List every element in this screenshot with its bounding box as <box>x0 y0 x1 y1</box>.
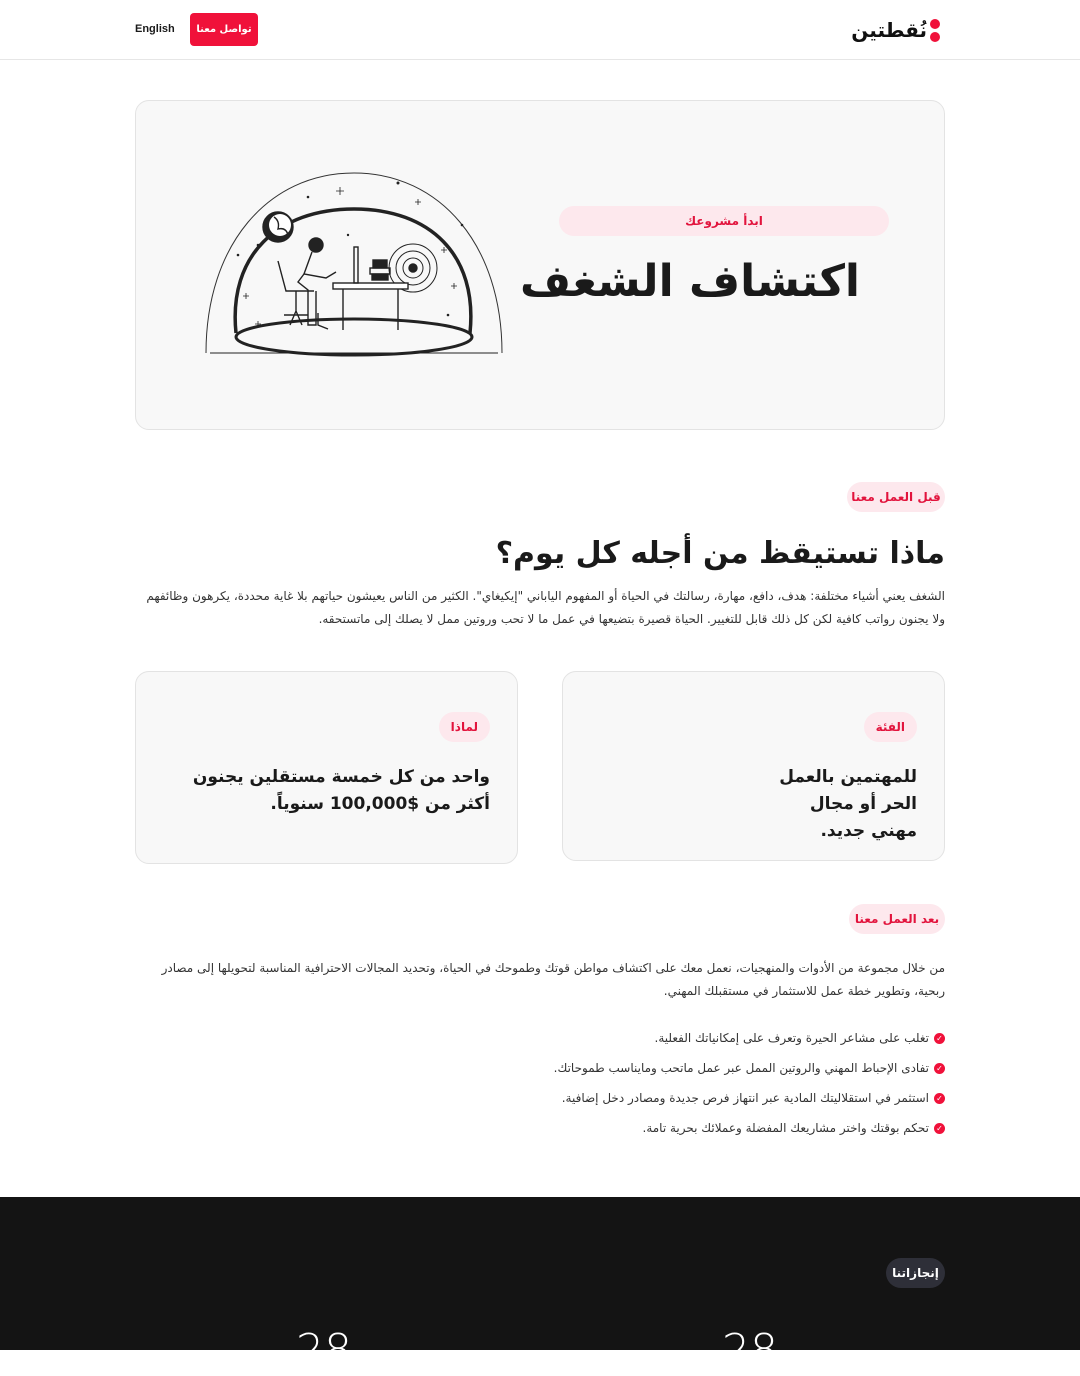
language-switch[interactable]: English <box>135 23 175 35</box>
after-tag: بعد العمل معنا <box>849 904 945 934</box>
logo-text: نُقطتين <box>851 18 927 42</box>
hero-title: اكتشاف الشغف <box>520 256 860 307</box>
achievement-stat: 28 <box>296 1325 352 1376</box>
before-paragraph: الشغف يعني أشياء مختلفة: هدف، دافع، مهارة، رسالتك في الحياة أو المفهوم الياباني "إيكيغاي". الكثير من الناس يعيشون حياتهم بلا غاية محددة، يكرهون وظائفهم ولا يجنون رواتب كافية لكن كل ذلك قابل للتغيير. الحياة قصيرة بتضيعها في عمل ما لا تحب وروتين ممل لا يصلك إلى ماتستحقه. <box>146 589 945 626</box>
check-icon: ✓ <box>934 1063 945 1074</box>
check-icon: ✓ <box>934 1093 945 1104</box>
achievements-section <box>0 1197 1080 1376</box>
list-item-text: تحكم بوقتك واختر مشاريعك المفضلة وعملائك بحرية تامة. <box>642 1121 929 1135</box>
list-item-text: تغلب على مشاعر الحيرة وتعرف على إمكانياتك الفعلية. <box>654 1031 929 1045</box>
logo[interactable] <box>851 15 940 45</box>
check-icon: ✓ <box>934 1033 945 1044</box>
hero-card <box>135 100 945 430</box>
hero-pill[interactable]: ابدأ مشروعك <box>559 206 889 236</box>
hero-illustration <box>198 165 510 365</box>
why-card-tag: لماذا <box>439 712 490 742</box>
logo-dots-icon <box>930 19 940 42</box>
why-card <box>135 671 518 864</box>
before-tag: قبل العمل معنا <box>847 482 945 512</box>
list-item <box>345 1113 945 1143</box>
audience-card <box>562 671 945 861</box>
achievement-stat: 28 <box>722 1325 778 1376</box>
audience-card-text: للمهتمين بالعمل الحر أو مجال مهني جديد. <box>779 767 917 841</box>
before-title: ماذا تستيقظ من أجله كل يوم؟ <box>495 536 945 571</box>
benefits-list <box>345 1023 945 1143</box>
achievements-tag: إنجازاتنا <box>886 1258 945 1288</box>
after-paragraph: من خلال مجموعة من الأدوات والمنهجيات، نعمل معك على اكتشاف مواطن قوتك وطموحك في الحياة، وتحديد المجالات الاحترافية المناسبة لتحويلها إلى مصادر ربحية، وتطوير خطة عمل للاستثمار في مستقبلك المهني. <box>161 961 945 998</box>
site-header <box>0 0 1080 60</box>
why-card-text: واحد من كل خمسة مستقلين يجنون أكثر من $100,000 سنوياً. <box>192 767 490 814</box>
list-item-text: تفادى الإحباط المهني والروتين الممل عبر عمل ماتحب ومايناسب طموحاتك. <box>553 1061 929 1075</box>
list-item <box>345 1083 945 1113</box>
audience-card-tag: الفئة <box>864 712 917 742</box>
list-item-text: استثمر في استقلاليتك المادية عبر انتهاز فرص جديدة ومصادر دخل إضافية. <box>561 1091 929 1105</box>
check-icon: ✓ <box>934 1123 945 1134</box>
contact-button[interactable]: تواصل معنا <box>190 13 258 46</box>
list-item <box>345 1023 945 1053</box>
list-item <box>345 1053 945 1083</box>
